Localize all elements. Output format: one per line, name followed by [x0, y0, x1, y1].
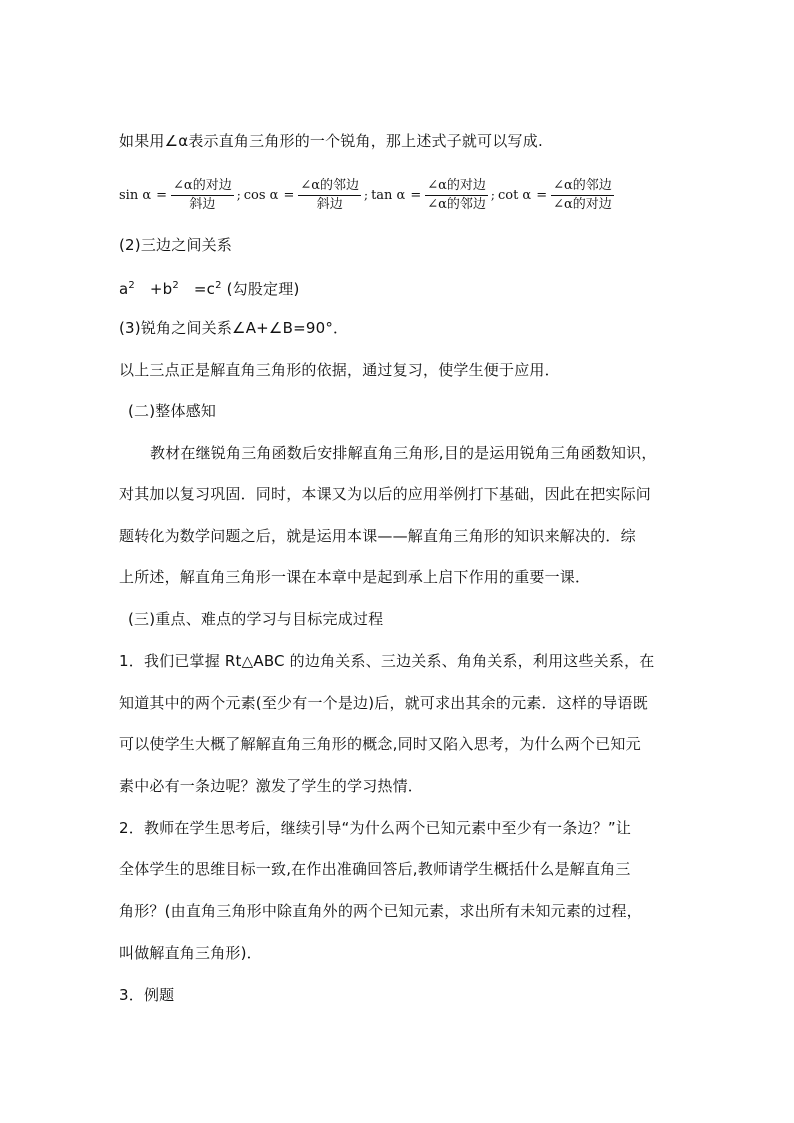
cot-label: cot α — [497, 187, 532, 203]
sin-label: sin α — [119, 187, 152, 203]
sin-fraction — [171, 178, 234, 213]
tan-label: tan α — [371, 187, 406, 203]
paragraph-line: 角形？(由直角三角形中除直角外的两个已知元素，求出所有未知元素的过程， — [119, 902, 642, 920]
cos-formula — [244, 178, 371, 213]
fraction-denominator: ∠α的邻边 — [427, 196, 486, 212]
paragraph-intro: 如果用∠α表示直角三角形的一个锐角，那上述式子就可以写成. — [119, 132, 543, 150]
section-heading-overview: (二)整体感知 — [128, 402, 217, 420]
paragraph-line: 教材在继锐角三角函数后安排解直角三角形,目的是运用锐角三角函数知识， — [150, 444, 657, 462]
fraction-denominator: 斜边 — [316, 196, 343, 212]
paragraph-line: 知道其中的两个元素(至少有一个是边)后，就可求出其余的元素．这样的导语既 — [119, 694, 648, 712]
separator: ; — [490, 188, 495, 202]
paragraph-line: 可以使学生大概了解解直角三角形的概念,同时又陷入思考，为什么两个已知元 — [119, 735, 641, 753]
section-heading-sides: (2)三边之间关系 — [119, 236, 233, 254]
paragraph-line: 素中必有一条边呢？激发了学生的学习热情． — [119, 777, 424, 795]
tan-formula — [371, 178, 498, 213]
cot-fraction — [551, 178, 614, 213]
sin-formula — [119, 178, 244, 213]
equals-sign: = — [410, 187, 422, 203]
cos-fraction — [298, 178, 361, 213]
paragraph-line: 题转化为数学问题之后，就是运用本课——解直角三角形的知识来解决的．综 — [119, 527, 636, 545]
var-c: =c — [193, 280, 216, 298]
paragraph-line: 上所述，解直角三角形一课在本章中是起到承上启下作用的重要一课． — [119, 568, 591, 586]
separator: ; — [236, 188, 241, 202]
fraction-numerator: ∠α的对边 — [171, 178, 234, 196]
exponent: 2 — [128, 280, 135, 291]
fraction-numerator: ∠α的邻边 — [298, 178, 361, 196]
paragraph-line: 2．教师在学生思考后，继续引导“为什么两个已知元素中至少有一条边？”让 — [119, 819, 632, 837]
separator: ; — [364, 188, 369, 202]
section-heading-example: 3．例题 — [119, 986, 175, 1004]
fraction-denominator: ∠α的对边 — [553, 196, 612, 212]
exponent: 2 — [172, 280, 179, 291]
paragraph-line: 叫做解直角三角形)． — [119, 944, 262, 962]
tan-fraction — [425, 178, 488, 213]
paragraph-line: 1．我们已掌握 Rt△ABC 的边角关系、三边关系、角角关系，利用这些关系，在 — [119, 652, 655, 670]
equals-sign: = — [283, 187, 295, 203]
paragraph-line: 全体学生的思维目标一致,在作出准确回答后,教师请学生概括什么是解直角三 — [119, 860, 631, 878]
fraction-denominator: 斜边 — [189, 196, 216, 212]
section-heading-key-points: (三)重点、难点的学习与目标完成过程 — [128, 610, 384, 628]
equals-sign: = — [156, 187, 168, 203]
cos-label: cos α — [243, 187, 279, 203]
fraction-numerator: ∠α的邻边 — [551, 178, 614, 196]
equals-sign: = — [536, 187, 548, 203]
var-b: +b — [149, 280, 173, 298]
trig-formulas — [119, 172, 615, 218]
section-heading-angles: (3)锐角之间关系∠A+∠B=90°． — [119, 319, 349, 337]
pythagorean-line — [119, 276, 300, 299]
paragraph-line: 对其加以复习巩固．同时，本课又为以后的应用举例打下基础，因此在把实际问 — [119, 485, 652, 503]
cot-formula — [498, 178, 615, 213]
exponent: 2 — [215, 280, 222, 291]
var-a: a — [119, 280, 129, 298]
paragraph-summary: 以上三点正是解直角三角形的依据，通过复习，使学生便于应用． — [119, 361, 560, 379]
fraction-numerator: ∠α的对边 — [425, 178, 488, 196]
theorem-name: (勾股定理) — [226, 280, 300, 298]
